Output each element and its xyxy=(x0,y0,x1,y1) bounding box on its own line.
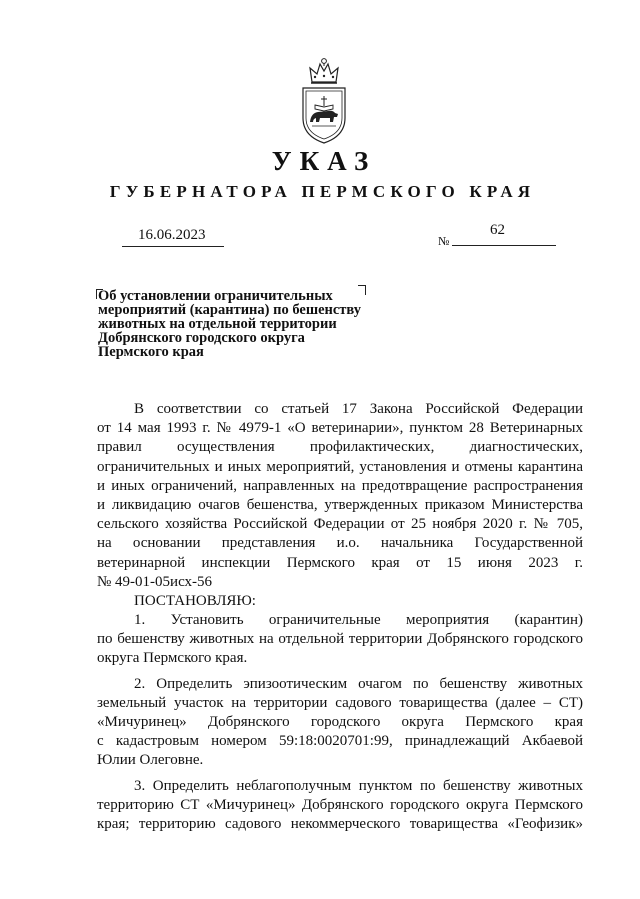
item-line: земельный участок на территории садового товарищества (далее – СТ) xyxy=(97,694,583,711)
coat-of-arms-icon xyxy=(298,56,350,144)
document-subtitle: ГУБЕРНАТОРА ПЕРМСКОГО КРАЯ xyxy=(109,182,536,201)
item-line: 2. Определить эпизоотическим очагом по бешенству животных xyxy=(134,675,583,692)
decree-word: ПОСТАНОВЛЯЮ: xyxy=(134,592,256,609)
item-line: 1. Установить ограничительные мероприятия (карантин) xyxy=(134,612,583,629)
preamble-line: и ликвидацию очагов бешенства, утвержденных приказом Министерства xyxy=(97,496,583,513)
decree-body xyxy=(97,400,583,834)
preamble-line: сельского хозяйства Российской Федерации от 25 ноября 2020 г. № 705, xyxy=(97,516,583,533)
item-line: «Мичуринец» Добрянского городского округа Пермского края xyxy=(97,714,583,730)
subject-line: Об установлении ограничительных xyxy=(98,288,333,304)
item-line: Юлии Олеговне. xyxy=(97,752,204,769)
subject-line: Добрянского городского округа xyxy=(98,330,305,346)
preamble-line: правил осуществления профилактических, диагностических, xyxy=(97,439,583,456)
item-line: 3. Определить неблагополучным пунктом по бешенству животных xyxy=(134,777,583,794)
item-line: с кадастровым номером 59:18:0020701:99, принадлежащий Акбаевой xyxy=(97,733,583,750)
number-underline xyxy=(452,245,556,246)
document-title: УКАЗ xyxy=(271,146,377,176)
decree-subject xyxy=(98,289,388,359)
preamble-line: и иных ограничений, направленных на предотвращение распространения xyxy=(97,477,583,494)
subject-line: мероприятий (карантина) по бешенству xyxy=(98,302,362,318)
decree-number: 62 xyxy=(490,222,505,238)
preamble-line: № 49-01-05исх-56 xyxy=(97,573,213,590)
item-line: по бешенству животных на отдельной территории Добрянского городского xyxy=(97,631,583,648)
preamble-line: ограничительных и иных мероприятий, установления и отмены карантина xyxy=(97,458,583,475)
preamble-line: В соответствии со статьей 17 Закона Российской Федерации xyxy=(134,401,583,417)
decree-date: 16.06.2023 xyxy=(138,227,206,243)
subject-line: животных на отдельной территории xyxy=(98,316,337,332)
number-sign: № xyxy=(438,234,450,248)
item-line: края; территорию садового некоммерческого товарищества «Геофизик» xyxy=(97,815,583,832)
item-line: территорию СТ «Мичуринец» Добрянского городского округа Пермского xyxy=(97,796,583,813)
subject-line: Пермского края xyxy=(98,344,204,360)
preamble-line: на основании представления и.о. начальника Государственной xyxy=(97,535,583,552)
preamble-line: от 14 мая 1993 г. № 4979-1 «О ветеринарии», пунктом 28 Ветеринарных xyxy=(97,420,583,437)
preamble-line: ветеринарной инспекции Пермского края от 15 июня 2023 г. xyxy=(97,554,583,571)
item-line: округа Пермского края. xyxy=(97,650,248,667)
date-underline xyxy=(122,246,224,247)
